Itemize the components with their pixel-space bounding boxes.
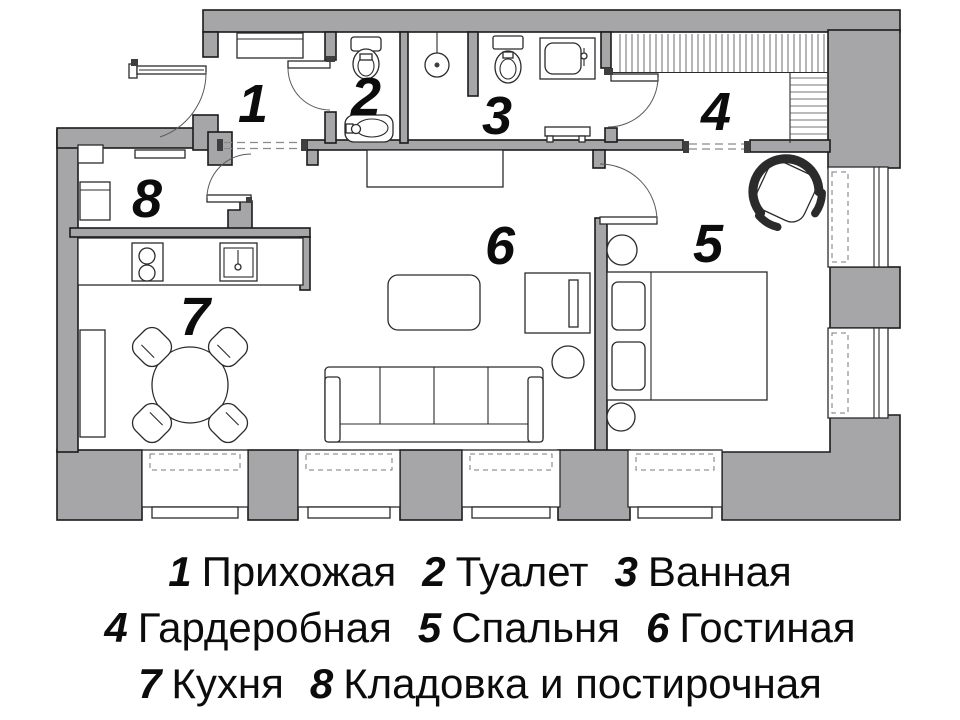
legend-room-number: 5 bbox=[417, 604, 442, 651]
legend-entry bbox=[310, 660, 822, 707]
window-bedroom-right-top bbox=[828, 167, 888, 267]
legend-room-name: Ванная bbox=[647, 548, 792, 595]
wc-door-icon bbox=[288, 56, 335, 110]
legend-entry bbox=[422, 548, 588, 595]
legend-room-number: 7 bbox=[138, 660, 162, 707]
legend-entry bbox=[168, 548, 396, 595]
legend bbox=[0, 544, 960, 712]
legend-entry bbox=[138, 660, 284, 707]
legend-row bbox=[0, 656, 960, 712]
coffee-table-icon bbox=[388, 275, 480, 330]
room-number-5: 5 bbox=[692, 214, 724, 274]
room-number-3: 3 bbox=[481, 86, 513, 146]
bedside-table-top-icon bbox=[607, 235, 637, 265]
room-number-6: 6 bbox=[484, 216, 516, 276]
legend-room-name: Спальня bbox=[451, 604, 620, 651]
bathroom-sink-icon bbox=[540, 38, 595, 79]
hallway-closet-icon bbox=[237, 33, 303, 58]
window-living-right bbox=[462, 450, 560, 518]
opening-wardrobe-bedroom bbox=[683, 141, 750, 153]
window-bedroom-right-bottom bbox=[828, 328, 888, 418]
armchair-icon bbox=[739, 145, 833, 239]
legend-room-name: Туалет bbox=[455, 548, 589, 595]
bedroom-door-icon bbox=[600, 164, 657, 224]
legend-room-name: Кухня bbox=[171, 660, 284, 707]
tv-cabinet-icon bbox=[525, 273, 590, 333]
legend-room-name: Прихожая bbox=[201, 548, 397, 595]
room-number-1: 1 bbox=[237, 74, 269, 134]
storage-shelf-icon bbox=[135, 150, 185, 158]
side-table-icon bbox=[552, 346, 584, 378]
sideboard-icon bbox=[367, 150, 503, 187]
legend-entry bbox=[615, 548, 792, 595]
legend-room-number: 8 bbox=[309, 660, 334, 707]
sofa-icon bbox=[325, 367, 543, 442]
bathroom-wardrobe-door-icon bbox=[604, 68, 658, 127]
window-living-left bbox=[298, 450, 400, 518]
legend-room-number: 3 bbox=[614, 548, 638, 595]
room-number-2: 2 bbox=[350, 67, 382, 127]
bed-icon bbox=[607, 272, 767, 400]
shower-icon bbox=[425, 32, 449, 77]
bedside-table-bottom-icon bbox=[607, 403, 635, 431]
legend-room-name: Гостиная bbox=[679, 604, 856, 651]
window-bedroom-bottom bbox=[628, 450, 722, 518]
kitchen-cabinet-icon bbox=[80, 330, 105, 437]
bathroom-toilet-icon bbox=[493, 36, 523, 83]
kitchen-counter-icon bbox=[78, 238, 303, 285]
legend-room-name: Кладовка и постирочная bbox=[343, 660, 822, 707]
legend-entry bbox=[646, 604, 856, 651]
storage-cabinet-icon bbox=[78, 145, 103, 163]
room-number-4: 4 bbox=[700, 82, 732, 142]
washing-machine-icon bbox=[80, 182, 110, 220]
legend-entry bbox=[418, 604, 620, 651]
legend-room-number: 4 bbox=[104, 604, 128, 651]
legend-room-number: 1 bbox=[168, 548, 192, 595]
legend-room-name: Гардеробная bbox=[137, 604, 392, 651]
window-kitchen bbox=[142, 450, 248, 518]
legend-entry bbox=[104, 604, 391, 651]
legend-room-number: 6 bbox=[645, 604, 670, 651]
room-number-7: 7 bbox=[179, 287, 211, 347]
legend-row bbox=[0, 600, 960, 656]
legend-room-number: 2 bbox=[422, 548, 446, 595]
legend-row bbox=[0, 544, 960, 600]
room-number-8: 8 bbox=[131, 169, 163, 229]
